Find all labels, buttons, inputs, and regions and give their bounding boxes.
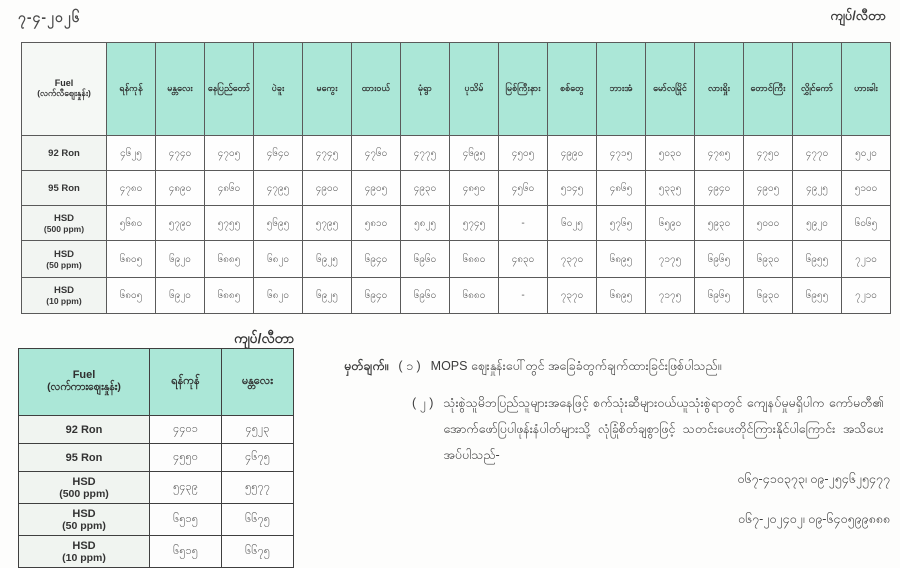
price-cell: ၅၇၄၅ <box>450 206 499 241</box>
report-phone-line-1: ဝ၆၇-၄၁ဝ၃၇၃၊ ဝ၉-၂၅၄၆၂၅၄၇၇ <box>737 472 890 486</box>
fuel-row-label <box>22 206 107 241</box>
price-cell: ၄၇၀၅ <box>205 136 254 171</box>
price-cell: ၆၉၆၀ <box>401 241 450 278</box>
price-cell: ၇၁၇၅ <box>646 278 695 314</box>
price-cell: ၇၂၁၀ <box>842 278 891 314</box>
city-column-header: ပဲခူး <box>254 43 303 136</box>
price-cell: ၄၇၈၀ <box>107 171 156 206</box>
price-cell: ၆၉၅၅ <box>793 278 842 314</box>
price-cell: - <box>499 278 548 314</box>
price-cell: ၆၉၃၀ <box>744 241 793 278</box>
price-cell: ၅၆၈၀ <box>107 206 156 241</box>
city-column-header: ရန်ကုန် <box>150 349 222 416</box>
price-cell: ၅၉၃၀ <box>695 206 744 241</box>
fuel-row-label <box>19 536 150 568</box>
fuel-name: 95 Ron <box>48 182 80 194</box>
fuel-header-text: Fuel <box>54 77 74 88</box>
price-cell: ၅၀၀၀ <box>744 206 793 241</box>
fuel-spec: (50 ppm) <box>62 519 106 532</box>
fuel-name: HSD <box>53 285 75 296</box>
price-cell: ၅၇၅၅ <box>205 206 254 241</box>
city-column-header: ဘားအံ <box>597 43 646 136</box>
price-cell: ၅၀၃၀ <box>646 136 695 171</box>
fuel-row-label <box>22 241 107 278</box>
price-cell: ၄၆၄၀ <box>254 136 303 171</box>
city-column-header: မုံရွာ <box>401 43 450 136</box>
fuel-row-label <box>22 278 107 314</box>
fuel-name: HSD <box>53 212 75 224</box>
table-row <box>22 206 891 241</box>
price-cell: ၆၉၃၀ <box>744 278 793 314</box>
price-cell: ၆၉၄၀ <box>352 278 401 314</box>
wholesale-table-body <box>19 416 294 568</box>
table-row <box>22 241 891 278</box>
retail-table-body <box>22 136 891 314</box>
price-cell: ၅၈၂၅ <box>401 206 450 241</box>
fuel-row-label <box>19 504 150 536</box>
price-cell: ၄၆၇၅ <box>222 444 294 472</box>
price-cell: ၅၇၉၀ <box>156 206 205 241</box>
price-cell: ၄၇၆၀ <box>352 136 401 171</box>
price-cell: ၅၃၃၅ <box>646 171 695 206</box>
price-cell: ၄၇၇၀ <box>793 136 842 171</box>
city-column-header: တောင်ကြီး <box>744 43 793 136</box>
note-line-1 <box>344 356 900 376</box>
price-cell: ၆၉၂၀ <box>156 278 205 314</box>
price-cell: ၄၉၃၀ <box>401 171 450 206</box>
fuel-header-text: Fuel <box>72 368 96 381</box>
price-cell: ၆၈၉၅ <box>597 278 646 314</box>
price-cell: ၅၀၂၀ <box>842 136 891 171</box>
city-column-header: ရန်ကုန် <box>107 43 156 136</box>
table-row <box>22 136 891 171</box>
city-column-header: ထားဝယ် <box>352 43 401 136</box>
price-cell: ၆၈၂၀ <box>254 241 303 278</box>
price-cell: ၆၆၇၅ <box>222 504 294 536</box>
fuel-row-label <box>19 416 150 444</box>
fuel-spec: (50 ppm) <box>46 259 82 270</box>
fuel-name: HSD <box>72 507 96 520</box>
price-cell: ၆၈၂၀ <box>254 278 303 314</box>
city-column-header: စစ်တွေ <box>548 43 597 136</box>
fuel-subheader-text: (လက်ကားဈေးနှုန်း) <box>47 380 121 393</box>
note-2-number: ( ၂ ) <box>412 396 434 410</box>
price-cell: ၄၉၀၅ <box>744 171 793 206</box>
price-cell: ၆၉၂၀ <box>156 241 205 278</box>
price-cell: ၄၇၈၅ <box>695 136 744 171</box>
price-cell: ၄၇၅၀ <box>744 136 793 171</box>
city-column-header: ဟားခါး <box>842 43 891 136</box>
price-cell: ၅၄၃၉ <box>150 472 222 504</box>
price-cell: ၄၇၄၅ <box>303 136 352 171</box>
price-cell: ၇၃၇၀ <box>548 241 597 278</box>
city-column-header: လားရှိုး <box>695 43 744 136</box>
fuel-subheader-text: (လက်လီဈေးနှုန်း) <box>37 87 91 98</box>
table-row <box>19 416 294 444</box>
price-cell: ၆၉၂၅ <box>303 278 352 314</box>
price-cell: ၄၅၀၅ <box>499 136 548 171</box>
city-column-header: မြစ်ကြီးနား <box>499 43 548 136</box>
fuel-column-header <box>22 43 107 136</box>
note-1-text: MOPS ဈေးနှုန်းပေါ်တွင် အခြေခံတွက်ချက်ထားခြင်းဖြစ်ပါသည်။ <box>430 359 722 373</box>
price-cell: ၅၁၄၅ <box>548 171 597 206</box>
unit-label-bottom: ကျပ်/လီတာ <box>234 330 294 346</box>
price-cell: ၄၇၉၅ <box>254 171 303 206</box>
price-cell: ၅၇၆၅ <box>597 206 646 241</box>
price-cell: ၆၈၀၅ <box>107 278 156 314</box>
price-cell: ၄၅၆၀ <box>499 171 548 206</box>
price-cell: ၄၇၇၅ <box>401 136 450 171</box>
document-date: ၇-၄-၂၀၂၆ <box>18 9 81 25</box>
price-cell: ၄၉၂၅ <box>793 171 842 206</box>
price-cell: ၆၆၇၅ <box>222 536 294 568</box>
price-cell: ၆၉၆၅ <box>695 241 744 278</box>
note-1-number: ( ၁ ) <box>398 359 421 373</box>
city-column-header: မော်လမြိုင် <box>646 43 695 136</box>
table-row <box>19 472 294 504</box>
price-cell: ၄၉၄၀ <box>695 171 744 206</box>
note-line-2 <box>344 390 900 468</box>
city-column-header: လွှိုင်ကော် <box>793 43 842 136</box>
price-cell: ၅၅၇၇ <box>222 472 294 504</box>
retail-table-header <box>22 43 891 136</box>
price-cell: ၄၉၉၀ <box>548 136 597 171</box>
price-cell: ၄၈၅၀ <box>450 171 499 206</box>
city-column-header: မန္တလေး <box>156 43 205 136</box>
note-heading: မှတ်ချက်။ <box>344 359 389 373</box>
fuel-column-header <box>19 349 150 416</box>
fuel-name: 92 Ron <box>48 147 80 159</box>
table-row <box>19 504 294 536</box>
fuel-name: HSD <box>53 248 75 260</box>
fuel-spec: (500 ppm) <box>59 487 109 500</box>
price-cell: ၅၇၉၅ <box>303 206 352 241</box>
price-cell: ၄၅၂၃ <box>222 416 294 444</box>
city-column-header: မန္တလေး <box>222 349 294 416</box>
fuel-name: HSD <box>72 539 96 552</box>
price-cell: ၆၅၁၅ <box>150 504 222 536</box>
price-cell: ၄၈၆၅ <box>597 171 646 206</box>
price-cell: ၆၉၆၅ <box>695 278 744 314</box>
fuel-row-label <box>19 444 150 472</box>
fuel-name: 92 Ron <box>65 423 103 436</box>
price-cell: ၆၀၂၅ <box>548 206 597 241</box>
price-cell: ၅၆၉၅ <box>254 206 303 241</box>
price-cell: ၅၉၂၀ <box>793 206 842 241</box>
fuel-spec: (10 ppm) <box>46 296 82 306</box>
table-row <box>22 171 891 206</box>
price-cell: ၆၉၅၅ <box>793 241 842 278</box>
price-cell: ၆၅၁၅ <box>150 536 222 568</box>
price-cell: ၆၉၂၅ <box>303 241 352 278</box>
price-cell: ၇၂၁၀ <box>842 241 891 278</box>
table-row <box>19 444 294 472</box>
price-cell: - <box>499 206 548 241</box>
price-cell: ၄၇၁၅ <box>597 136 646 171</box>
table-row <box>19 536 294 568</box>
wholesale-table-header <box>19 349 294 416</box>
price-cell: ၄၄၀၁ <box>150 416 222 444</box>
price-cell: ၅၁၀၀ <box>842 171 891 206</box>
report-phone-line-2: ဝ၆၇-၂ဝ၂၄ဝ၂၊ ဝ၉-၆၄ဝ၅၉၉၈၈၈ <box>738 512 890 526</box>
price-cell: ၄၉၀၅ <box>352 171 401 206</box>
price-cell: ၆၈၀၅ <box>107 241 156 278</box>
price-cell: ၆၈၈၅ <box>205 241 254 278</box>
price-cell: ၄၅၅၀ <box>150 444 222 472</box>
price-cell: ၄၆၉၅ <box>450 136 499 171</box>
note-2-text: သုံးစွဲသူမိဘပြည်သူများအနေဖြင့် စက်သုံးဆီများဝယ်ယူသုံးစွဲရာတွင် ကျေနပ်မှုမရှိပါက ကော်မတီ၏ အောက်ဖော်ပြပါဖုန်းနံပါတ်များသို့ လုံခြုံစိတ်ချစွာဖြင့် သတင်းပေးတိုင်ကြားနိုင်ပါကြောင်း အသိပေးအပ်ပါသည်- <box>443 396 884 462</box>
price-cell: ၆၈၉၅ <box>597 241 646 278</box>
price-cell: ၆၈၈၅ <box>205 278 254 314</box>
table-row <box>22 278 891 314</box>
price-cell: ၆၉၆၀ <box>401 278 450 314</box>
price-cell: ၇၁၇၅ <box>646 241 695 278</box>
fuel-row-label <box>22 136 107 171</box>
price-cell: ၅၈၁၀ <box>352 206 401 241</box>
price-cell: ၇၃၇၀ <box>548 278 597 314</box>
wholesale-price-table <box>18 348 294 568</box>
price-cell: ၆၉၄၀ <box>352 241 401 278</box>
price-cell: ၆၈၈၀ <box>450 278 499 314</box>
fuel-name: 95 Ron <box>65 451 103 464</box>
price-cell: ၄၆၂၅ <box>107 136 156 171</box>
price-cell: ၄၈၆၀ <box>205 171 254 206</box>
fuel-name: HSD <box>72 475 96 488</box>
fuel-spec: (500 ppm) <box>43 223 85 234</box>
retail-price-table <box>21 42 891 314</box>
city-column-header: ပုသိမ် <box>450 43 499 136</box>
city-column-header: မကွေး <box>303 43 352 136</box>
fuel-row-label <box>19 472 150 504</box>
city-column-header: နေပြည်တော် <box>205 43 254 136</box>
price-cell: ၄၇၄၀ <box>156 136 205 171</box>
fuel-row-label <box>22 171 107 206</box>
fuel-spec: (10 ppm) <box>62 551 106 564</box>
unit-label-top: ကျပ်/လီတာ <box>830 8 886 23</box>
notes-block <box>344 356 900 468</box>
price-cell: ၆၀၆၅ <box>842 206 891 241</box>
price-cell: ၄၈၉၀ <box>156 171 205 206</box>
price-cell: ၆၅၉၀ <box>646 206 695 241</box>
price-cell: ၄၈၃၀ <box>499 241 548 278</box>
price-cell: ၆၈၈၀ <box>450 241 499 278</box>
price-cell: ၄၉၀၀ <box>303 171 352 206</box>
